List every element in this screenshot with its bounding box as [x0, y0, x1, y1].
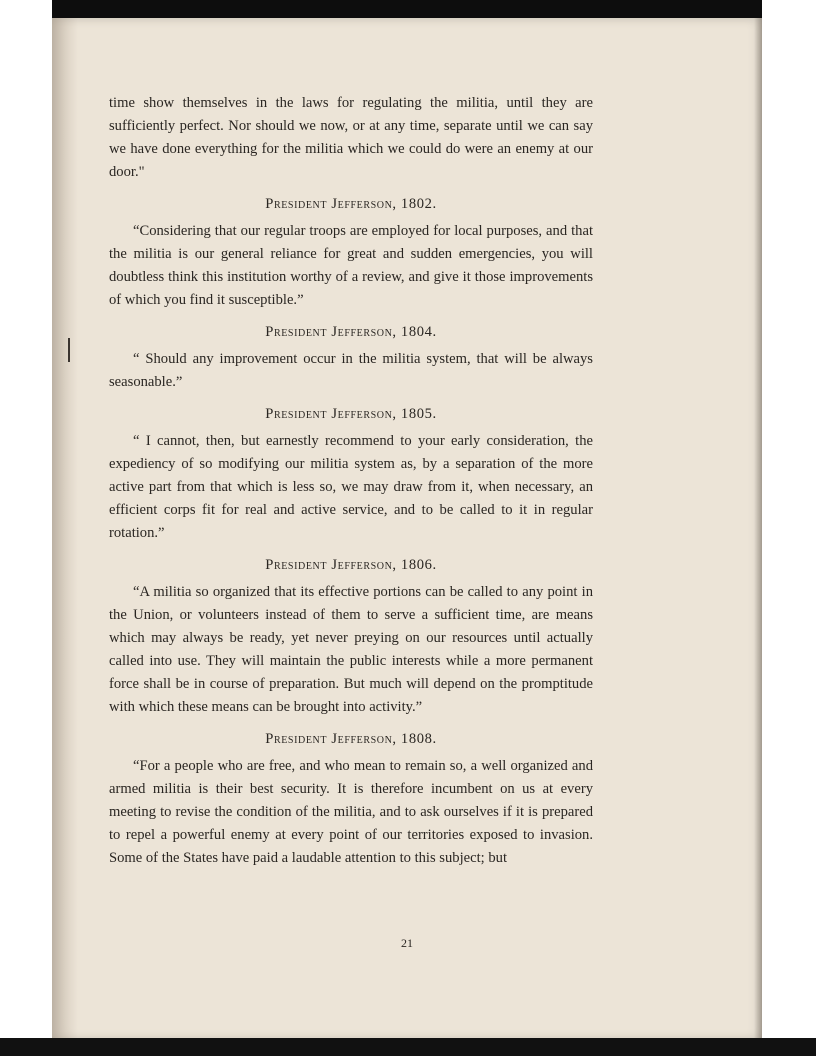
quote-1805: “ I cannot, then, but earnestly recommend to your early consideration, the expediency of so modifying our militia system as, by a separation of the more active part from that which is less so, we may draw from it, when necessary, an efficient corps fit for real and active service, and to be called to it in regular rotation.” — [109, 433, 593, 541]
page-edge-shadow — [754, 18, 762, 1040]
gutter-shadow — [52, 18, 78, 1040]
opening-paragraph: time show themselves in the laws for regulating the militia, until they are sufficiently perfect. Nor should we now, or at any time, separate until we can say we have done everything for the militia which we could do were an enemy at our door." — [109, 95, 593, 180]
quote-1804: “ Should any improvement occur in the militia system, that will be always seasonable.” — [109, 351, 593, 390]
scan-border-right — [762, 0, 816, 1056]
section-heading-1802: President Jefferson, 1802. — [265, 196, 437, 212]
quote-1808: “For a people who are free, and who mean to remain so, a well organized and armed militia is their best security. It is therefore incumbent on us at every meeting to revise the condition of the militia, and to ask ourselves if it is prepared to repel a powerful enemy at every point of our territories exposed to invasion. Some of the States have paid a laudable attention to this subject; but — [109, 758, 593, 866]
section-heading-1804: President Jefferson, 1804. — [265, 324, 437, 340]
scan-border-left — [0, 0, 52, 1056]
page-text — [109, 92, 593, 870]
binding-mark — [68, 338, 70, 362]
scan-border-top — [0, 0, 816, 18]
quote-1802: “Considering that our regular troops are employed for local purposes, and that the militia is our general reliance for great and sudden emergencies, you will doubtless think this institution worthy of a review, and give it those improvements of which you find it susceptible.” — [109, 223, 593, 308]
quote-1806: “A militia so organized that its effective portions can be called to any point in the Union, or volunteers instead of them to serve a sufficient time, are means which may always be ready, yet never preying on our resources until actually called into use. They will maintain the public interests while a more permanent force shall be in course of preparation. But much will depend on the promptitude with which these means can be brought into activity.” — [109, 584, 593, 715]
page-number: 21 — [401, 936, 413, 950]
section-heading-1808: President Jefferson, 1808. — [265, 731, 437, 747]
scan-border-bottom — [0, 1038, 816, 1056]
section-heading-1806: President Jefferson, 1806. — [265, 557, 437, 573]
section-heading-1805: President Jefferson, 1805. — [265, 406, 437, 422]
